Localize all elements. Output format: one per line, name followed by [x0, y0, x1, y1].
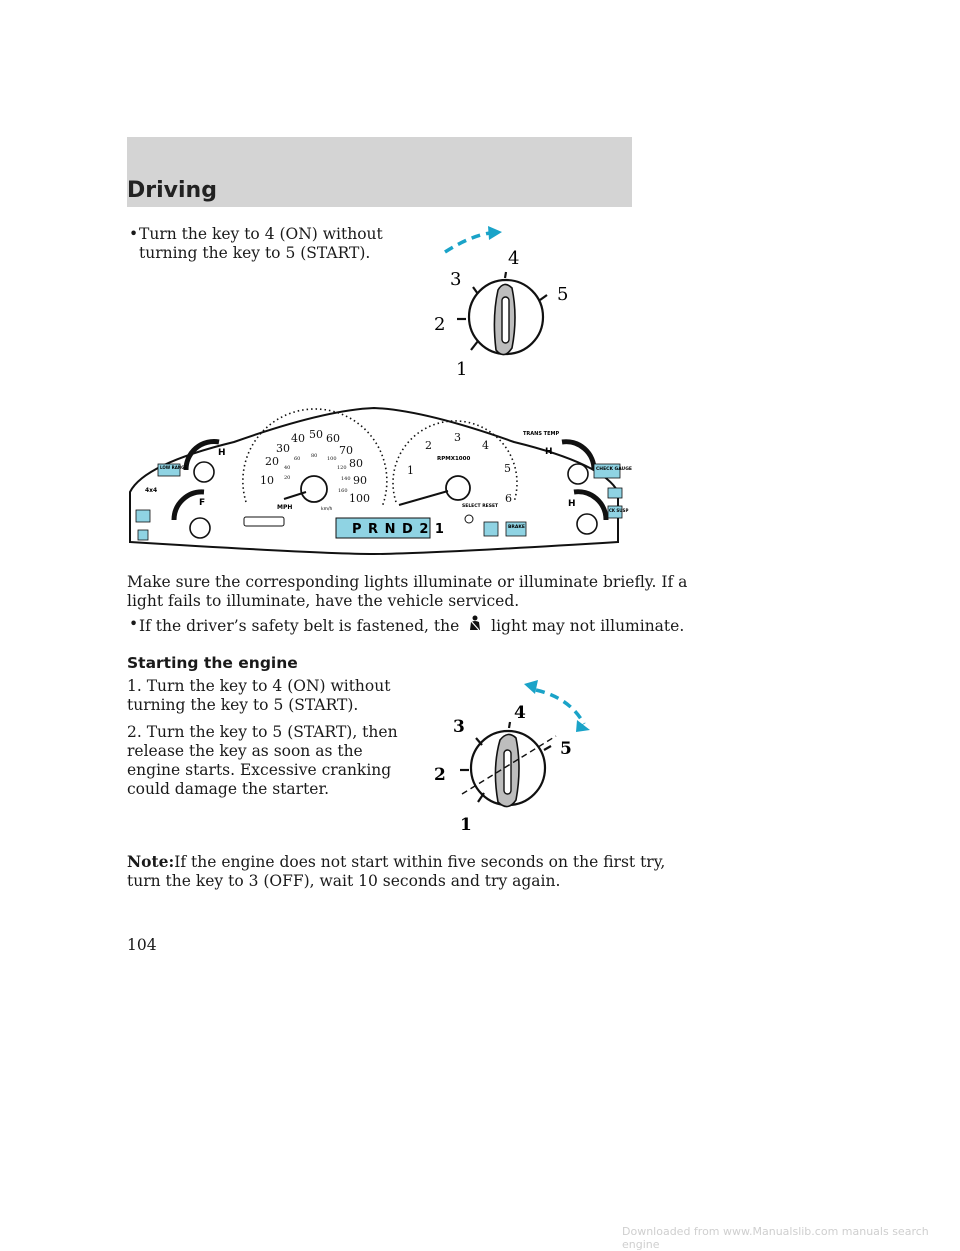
speedo-number: 80	[349, 457, 363, 470]
four-by-four-label: 4x4	[145, 487, 158, 494]
temp-h-label: H	[218, 448, 226, 458]
bullet-line: • Turn the key to 4 (ON) without	[139, 225, 383, 243]
bullet-line: turning the key to 5 (START).	[139, 244, 371, 262]
seatbelt-icon	[464, 615, 486, 636]
kmh-number: 80	[311, 453, 318, 459]
tach-number: 1	[407, 464, 414, 477]
ignition-key-diagram-2	[420, 672, 600, 842]
step-line: engine starts. Excessive cranking	[127, 761, 392, 779]
kmh-number: 100	[327, 456, 337, 462]
key-slot	[502, 297, 509, 343]
key-position-4: 4	[508, 248, 520, 269]
speedo-number: 20	[265, 455, 279, 468]
key-position-2: 2	[434, 765, 446, 785]
arrow-head-forward	[576, 720, 590, 732]
fuel-f-label: F	[199, 498, 206, 508]
bullet-text-pre: If the driver’s safety belt is fastened, the	[139, 617, 460, 635]
trans-temp-hub	[568, 464, 588, 484]
key-position-5: 5	[560, 739, 572, 759]
step-line: turning the key to 5 (START).	[127, 696, 359, 714]
brake-label: BRAKE	[508, 525, 525, 530]
arrow-head-back	[524, 680, 538, 694]
odometer	[244, 517, 284, 526]
speedo-unit: MPH	[277, 504, 293, 511]
note-paragraph	[127, 852, 665, 891]
check-engine-indicator	[136, 510, 150, 522]
paragraph-lights	[127, 573, 687, 611]
note-line: If the engine does not start within five seconds on the first try,	[174, 853, 666, 871]
temp-gauge-hub	[194, 462, 214, 482]
section-title: Driving	[127, 178, 217, 203]
page-number: 104	[127, 936, 157, 954]
tach-number: 4	[482, 439, 489, 452]
ck-susp-label: CK SUSP	[609, 508, 629, 513]
kmh-number: 60	[294, 456, 301, 462]
speedo-number: 40	[291, 432, 305, 445]
gear-indicator-text: P R N D 2 1	[352, 522, 445, 537]
speedo-number: 90	[353, 474, 367, 487]
speedo-number: 60	[326, 432, 340, 445]
kmh-number: 40	[284, 465, 291, 471]
instrument-cluster	[124, 402, 632, 554]
tach-hub	[446, 476, 470, 500]
trans-h-label: H	[545, 447, 553, 457]
key-position-3: 3	[453, 717, 465, 737]
battery-indicator	[608, 488, 622, 498]
tach-unit: RPMX1000	[437, 456, 471, 462]
ignition-key-diagram-1	[410, 222, 580, 387]
tach-number: 6	[505, 492, 512, 505]
key-slot	[504, 750, 511, 794]
kmh-unit: km/h	[321, 507, 333, 512]
rotation-arrow	[536, 690, 584, 724]
kmh-number: 120	[337, 465, 347, 471]
key-position-2: 2	[434, 314, 446, 335]
footer-watermark: Downloaded from www.Manualslib.com manuals search engine	[622, 1225, 929, 1251]
bullet-text-post: light may not illuminate.	[491, 617, 685, 635]
check-gauge-label: CHECK GAUGE	[596, 467, 632, 472]
tach-number: 3	[454, 431, 461, 444]
kmh-number: 20	[284, 475, 291, 481]
starting-engine-heading: Starting the engine	[127, 654, 298, 672]
seatbelt-indicator	[138, 530, 148, 540]
key-position-3: 3	[450, 269, 462, 290]
step-line: could damage the starter.	[127, 780, 330, 798]
paragraph-line: light fails to illuminate, have the vehicle serviced.	[127, 592, 520, 610]
step-line: release the key as soon as the	[127, 742, 363, 760]
tach-number: 2	[425, 439, 432, 452]
speedo-number: 30	[276, 442, 290, 455]
kmh-number: 140	[341, 476, 351, 482]
arrow-head	[488, 226, 502, 240]
rotation-arrow	[445, 233, 490, 252]
tach-number: 5	[504, 462, 511, 475]
step-1	[127, 677, 390, 715]
kmh-number: 160	[338, 488, 348, 494]
note-line: turn the key to 3 (OFF), wait 10 seconds and try again.	[127, 872, 561, 890]
oil-h-label: H	[568, 499, 576, 509]
select-reset-button	[465, 515, 473, 523]
key-position-4: 4	[514, 703, 526, 723]
speedo-number: 10	[260, 474, 274, 487]
low-range-label: LOW RANGE	[160, 465, 188, 470]
key-position-1: 1	[460, 815, 472, 835]
speedo-number: 50	[309, 428, 323, 441]
key-position-5: 5	[557, 284, 569, 305]
note-label: Note:	[127, 852, 175, 871]
bullet-turn-key-on	[139, 225, 383, 263]
step-line: 1. Turn the key to 4 (ON) without	[127, 677, 391, 695]
key-position-1: 1	[456, 359, 468, 380]
speedo-hub	[301, 476, 327, 502]
step-line: 2. Turn the key to 5 (START), then	[127, 723, 398, 741]
fuel-gauge-hub	[190, 518, 210, 538]
oil-gauge-hub	[577, 514, 597, 534]
step-2	[127, 723, 398, 799]
paragraph-line: Make sure the corresponding lights illuminate or illuminate briefly. If a	[127, 573, 688, 591]
select-reset-label: SELECT RESET	[462, 504, 499, 509]
speedo-number: 100	[349, 492, 370, 505]
speedo-number: 70	[339, 444, 353, 457]
bullet-seatbelt	[139, 615, 684, 636]
abs-indicator	[484, 522, 498, 536]
trans-temp-label: TRANS TEMP	[523, 431, 560, 437]
